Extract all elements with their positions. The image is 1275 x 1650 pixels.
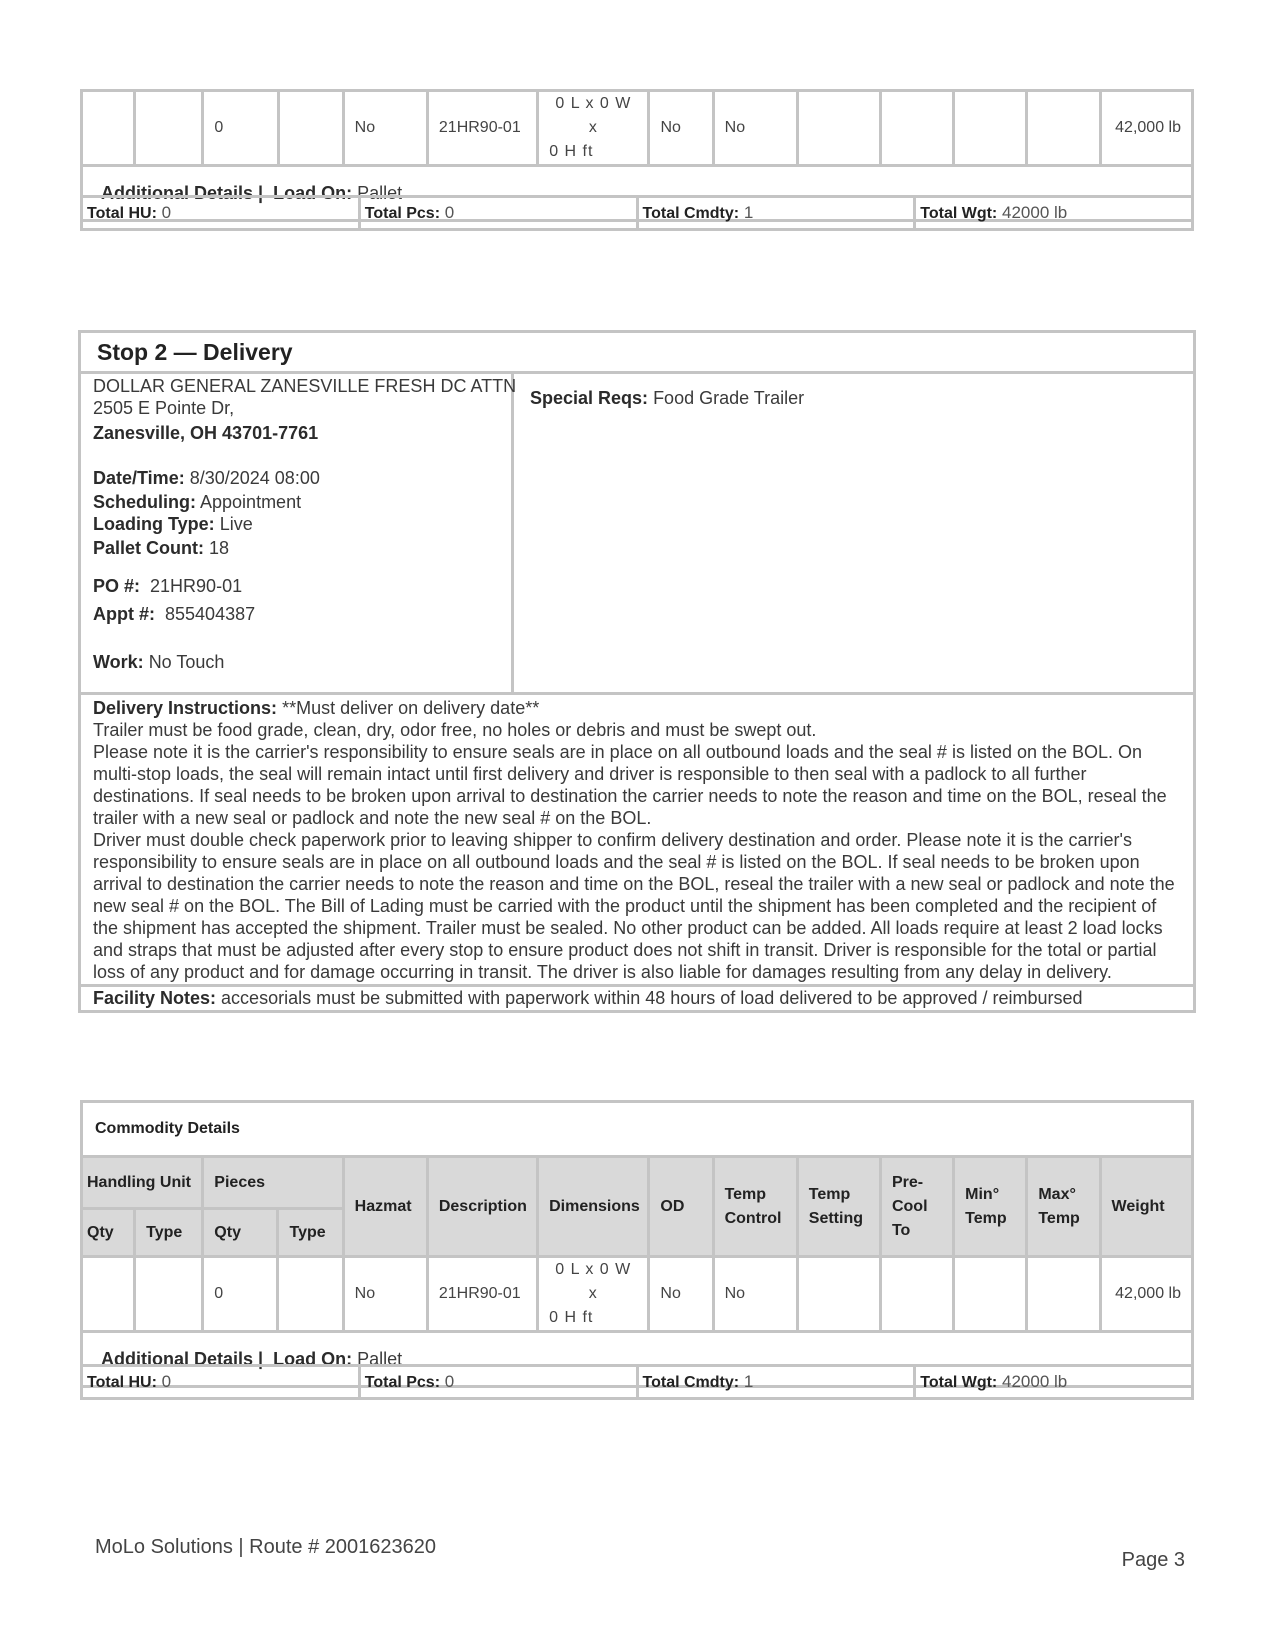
weight-cell: 42,000 lb — [1100, 1257, 1192, 1332]
pcs-type-cell — [278, 1257, 343, 1332]
appt-value: 855404387 — [165, 604, 256, 624]
temp-setting-cell — [797, 91, 880, 166]
instruction-paragraph: Please note it is the carrier's responsibility to ensure seals are in place on all outbound loads and the seal # is listed on the BOL. On multi-stop loads, the seal will remain intact until first delivery and driver is responsible to then seal with a padlock to all further destinations. If seal needs to be broken upon arrival to destination the carrier needs to note the reason and time on the BOL, reseal the trailer with a new seal or padlock and note the new seal # on the BOL. — [93, 742, 1167, 828]
pcs-qty-header: Qty — [203, 1209, 278, 1257]
hu-type-cell — [135, 1257, 203, 1332]
temp-setting-header — [797, 1157, 880, 1257]
total-hu-value: 0 — [161, 203, 172, 222]
precool-cell — [881, 91, 954, 166]
header-line: To — [891, 1221, 911, 1239]
hazmat-header: Hazmat — [343, 1157, 427, 1257]
facility-notes-value: accesorials must be submitted with paperwork within 48 hours of load delivered to be approved / reimbursed — [221, 988, 1083, 1008]
facility-address: 2505 E Pointe Dr, — [93, 398, 235, 418]
pcs-type-cell — [278, 91, 343, 166]
loading-type-label: Loading Type: — [93, 514, 215, 534]
datetime-value: 8/30/2024 08:00 — [189, 468, 320, 488]
dimensions-cell — [538, 1257, 649, 1332]
header-line: Temp — [965, 1209, 1007, 1227]
stop-2-section — [78, 330, 1196, 1013]
dims-line2: 0 H ft — [549, 143, 594, 160]
header-line: Min° — [965, 1185, 1000, 1203]
hu-qty-header: Qty — [82, 1209, 135, 1257]
total-hu — [82, 1366, 360, 1399]
header-line: Control — [724, 1209, 782, 1227]
commodity-totals-table — [80, 1364, 1194, 1400]
total-cmdty-value: 1 — [743, 1372, 754, 1391]
appt-row — [93, 604, 255, 625]
special-reqs-label: Special Reqs: — [530, 388, 649, 408]
total-pcs-value: 0 — [444, 1372, 455, 1391]
min-temp-cell — [954, 91, 1027, 166]
total-cmdty — [637, 197, 915, 230]
temp-control-cell: No — [713, 91, 797, 166]
total-pcs — [359, 1366, 637, 1399]
total-cmdty-label: Total Cmdty: — [642, 205, 740, 222]
pcs-type-header: Type — [278, 1209, 343, 1257]
hazmat-cell: No — [343, 1257, 427, 1332]
header-line: Temp — [1038, 1209, 1080, 1227]
datetime-label: Date/Time: — [93, 468, 185, 488]
hu-qty-cell — [82, 1257, 135, 1332]
total-hu-label: Total HU: — [87, 205, 157, 222]
total-wgt-label: Total Wgt: — [920, 1374, 998, 1391]
pieces-header: Pieces — [203, 1157, 343, 1209]
delivery-instructions-label: Delivery Instructions: — [93, 698, 278, 718]
hu-type-cell — [135, 91, 203, 166]
po-label: PO #: — [93, 576, 141, 596]
hu-qty-cell — [82, 91, 135, 166]
total-wgt-value: 42000 lb — [1002, 1372, 1068, 1391]
pallet-count-label: Pallet Count: — [93, 538, 204, 558]
po-value: 21HR90-01 — [150, 576, 243, 596]
dims-line1: 0 L x 0 W x — [555, 95, 632, 136]
total-hu-value: 0 — [161, 1372, 172, 1391]
hu-type-header: Type — [135, 1209, 203, 1257]
total-hu — [82, 197, 360, 230]
facility-name: DOLLAR GENERAL ZANESVILLE FRESH DC ATTN — [93, 376, 517, 396]
pallet-count-row — [93, 538, 229, 559]
header-line: Temp — [808, 1185, 851, 1203]
min-temp-cell — [954, 1257, 1027, 1332]
datetime-row — [93, 468, 320, 489]
max-temp-cell — [1027, 91, 1100, 166]
weight-header: Weight — [1100, 1157, 1192, 1257]
pcs-qty-cell: 0 — [203, 1257, 278, 1332]
facility-notes-label: Facility Notes: — [93, 988, 217, 1008]
scheduling-row — [93, 492, 301, 513]
commodity-details-table — [80, 1100, 1194, 1388]
appt-label: Appt #: — [93, 604, 155, 624]
total-pcs-value: 0 — [444, 203, 455, 222]
total-pcs — [359, 197, 637, 230]
loading-type-row — [93, 514, 253, 535]
commodity-details-title: Commodity Details — [82, 1102, 1193, 1157]
special-reqs-block — [514, 374, 1193, 692]
max-temp-cell — [1027, 1257, 1100, 1332]
min-temp-header — [954, 1157, 1027, 1257]
total-cmdty — [637, 1366, 915, 1399]
header-line: Pre- — [891, 1173, 924, 1191]
total-wgt — [915, 1366, 1193, 1399]
work-row — [93, 652, 224, 673]
od-cell: No — [649, 91, 713, 166]
dims-line1: 0 L x 0 W x — [555, 1261, 632, 1302]
temp-setting-cell — [797, 1257, 880, 1332]
dimensions-header: Dimensions — [538, 1157, 649, 1257]
total-pcs-label: Total Pcs: — [364, 205, 441, 222]
load-on-value: Pallet — [357, 1348, 403, 1369]
footer-route: MoLo Solutions | Route # 2001623620 — [95, 1536, 437, 1558]
table-row — [82, 1257, 1193, 1332]
description-header: Description — [427, 1157, 537, 1257]
top-totals-table — [80, 195, 1194, 231]
delivery-instructions — [81, 695, 1193, 987]
od-cell: No — [649, 1257, 713, 1332]
facility-city: Zanesville, OH 43701-7761 — [93, 423, 319, 443]
temp-control-header — [713, 1157, 797, 1257]
total-cmdty-value: 1 — [743, 203, 754, 222]
description-cell: 21HR90-01 — [427, 91, 537, 166]
precool-header — [880, 1157, 953, 1257]
work-value: No Touch — [148, 652, 225, 672]
total-wgt-label: Total Wgt: — [920, 205, 998, 222]
header-line: Temp — [724, 1185, 767, 1203]
table-row — [82, 91, 1193, 166]
max-temp-header — [1027, 1157, 1100, 1257]
scheduling-label: Scheduling: — [93, 492, 196, 512]
temp-control-cell: No — [713, 1257, 797, 1332]
header-line: Max° — [1038, 1185, 1076, 1203]
pallet-count-value: 18 — [209, 538, 230, 558]
handling-unit-header: Handling Unit — [82, 1157, 203, 1209]
total-cmdty-label: Total Cmdty: — [642, 1374, 740, 1391]
additional-details-label: Additional Details | — [101, 1348, 264, 1369]
total-hu-label: Total HU: — [87, 1374, 157, 1391]
od-header: OD — [649, 1157, 713, 1257]
load-on-value: Pallet — [357, 182, 403, 203]
pcs-qty-cell: 0 — [203, 91, 278, 166]
header-line: Setting — [808, 1209, 863, 1227]
header-line: Cool — [891, 1197, 928, 1215]
total-wgt — [915, 197, 1193, 230]
loading-type-value: Live — [219, 514, 253, 534]
load-on-label: Load On: — [273, 1348, 353, 1369]
dimensions-cell — [538, 91, 649, 166]
dims-line2: 0 H ft — [549, 1309, 594, 1326]
special-reqs-value: Food Grade Trailer — [653, 388, 805, 408]
scheduling-value: Appointment — [200, 492, 302, 512]
total-pcs-label: Total Pcs: — [364, 1374, 441, 1391]
work-label: Work: — [93, 652, 144, 672]
additional-details-label: Additional Details | — [101, 182, 264, 203]
load-on-label: Load On: — [273, 182, 353, 203]
page-number: Page 3 — [1121, 1549, 1185, 1571]
precool-cell — [880, 1257, 953, 1332]
po-row — [93, 576, 242, 597]
facility-notes — [81, 987, 1193, 1010]
instruction-paragraph: Driver must double check paperwork prior to leaving shipper to confirm delivery destination and order. Please note it is the carrier's responsibility to ensure seals are in place on all outbound loads and the seal # is listed on the BOL. If seal needs to be broken upon arrival to destination the carrier needs to note the reason and time on the BOL, reseal the trailer with a new seal or padlock and note the new seal # on the BOL. The Bill of Lading must be carried with the product until the shipment has been completed and the recipient of the shipment has accepted the shipment. Trailer must be sealed. No other product can be added. All loads require at least 2 load locks and straps that must be adjusted after every stop to ensure product does not shift in transit. Driver is responsible for the total or partial loss of any product and for damage occurring in transit. The driver is also liable for damages resulting from any delay in delivery. — [93, 830, 1175, 982]
instruction-paragraph: Trailer must be food grade, clean, dry, odor free, no holes or debris and must be swept out. — [93, 720, 817, 740]
total-wgt-value: 42000 lb — [1002, 203, 1068, 222]
stop-address-block — [81, 374, 517, 692]
description-cell: 21HR90-01 — [427, 1257, 537, 1332]
stop-title: Stop 2 — Delivery — [81, 333, 1193, 374]
delivery-instructions-first: **Must deliver on delivery date** — [282, 698, 540, 718]
weight-cell: 42,000 lb — [1100, 91, 1192, 166]
hazmat-cell: No — [343, 91, 427, 166]
